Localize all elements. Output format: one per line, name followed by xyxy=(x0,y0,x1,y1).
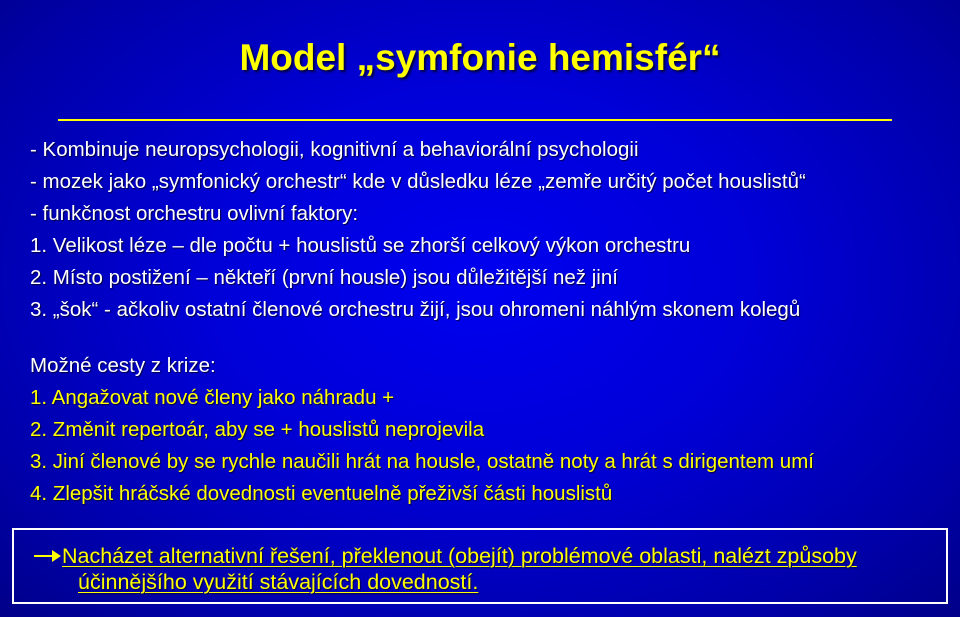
conclusion-box xyxy=(12,528,948,604)
slide-title: Model „symfonie hemisfér“ xyxy=(239,37,721,78)
content-line: 2. Místo postižení – někteří (první housle) jsou důležitější než jiní xyxy=(30,266,618,289)
content-line: - funkčnost orchestru ovlivní faktory: xyxy=(30,202,359,225)
content-line: 3. „šok“ - ačkoliv ostatní členové orchestru žijí, jsou ohromeni náhlým skonem kolegů xyxy=(30,298,801,321)
arrow-right-icon xyxy=(32,543,62,569)
conclusion-line-1: Nacházet alternativní řešení, překlenout (obejít) problémové oblasti, nalézt způsoby xyxy=(62,544,857,568)
content-line: 2. Změnit repertoár, aby se + houslistů neprojevila xyxy=(30,418,485,441)
title-underline xyxy=(58,119,892,121)
content-line: 1. Velikost léze – dle počtu + houslistů se zhorší celkový výkon orchestru xyxy=(30,234,691,257)
line-gap xyxy=(30,326,814,350)
content-line: 1. Angažovat nové členy jako náhradu + xyxy=(30,386,395,409)
content-line: 3. Jiní členové by se rychle naučili hrát na housle, ostatně noty a hrát s dirigentem umí xyxy=(30,450,814,473)
slide-content-lines xyxy=(30,134,814,510)
content-line: - mozek jako „symfonický orchestr“ kde v důsledku léze „zemře určitý počet houslistů“ xyxy=(30,170,806,193)
content-line: - Kombinuje neuropsychologii, kognitivní a behaviorální psychologii xyxy=(30,138,639,161)
content-line-heading: Možné cesty z krize: xyxy=(30,354,216,377)
conclusion-line-2: účinnějšího využití stávajících dovedností. xyxy=(78,570,479,594)
content-line: 4. Zlepšit hráčské dovednosti eventuelně přeživší části houslistů xyxy=(30,482,613,505)
